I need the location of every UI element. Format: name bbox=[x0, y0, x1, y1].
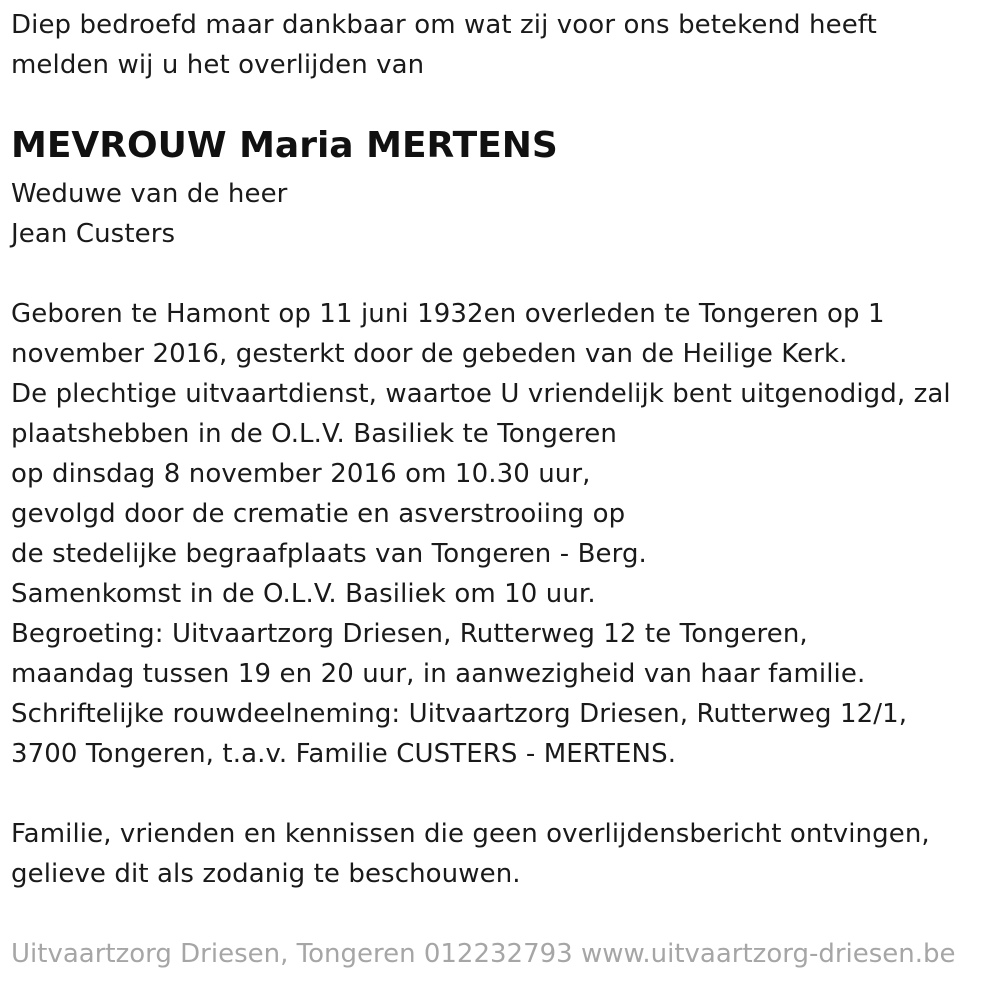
widow-of-block bbox=[11, 174, 287, 254]
closing-line: gelieve dit als zodanig te beschouwen. bbox=[11, 859, 521, 889]
details-line: maandag tussen 19 en 20 uur, in aanwezigheid van haar familie. bbox=[11, 659, 866, 689]
details-line: Geboren te Hamont op 11 juni 1932en overleden te Tongeren op 1 bbox=[11, 299, 885, 329]
details-line: op dinsdag 8 november 2016 om 10.30 uur, bbox=[11, 459, 591, 489]
widow-line: Weduwe van de heer bbox=[11, 179, 288, 209]
closing-line: Familie, vrienden en kennissen die geen overlijdensbericht ontvingen, bbox=[11, 819, 930, 849]
details-line: de stedelijke begraafplaats van Tongeren - Berg. bbox=[11, 539, 647, 569]
details-line: 3700 Tongeren, t.a.v. Familie CUSTERS - MERTENS. bbox=[11, 739, 677, 769]
closing-paragraph bbox=[11, 814, 930, 894]
details-line: De plechtige uitvaartdienst, waartoe U vriendelijk bent uitgenodigd, zal bbox=[11, 379, 951, 409]
deceased-name: MEVROUW Maria MERTENS bbox=[11, 125, 558, 166]
intro-line: melden wij u het overlijden van bbox=[11, 50, 425, 80]
details-line: november 2016, gesterkt door de gebeden van de Heilige Kerk. bbox=[11, 339, 848, 369]
intro-paragraph bbox=[11, 5, 877, 85]
details-line: Samenkomst in de O.L.V. Basiliek om 10 uur. bbox=[11, 579, 596, 609]
details-line: gevolgd door de crematie en asverstrooiing op bbox=[11, 499, 626, 529]
intro-line: Diep bedroefd maar dankbaar om wat zij voor ons betekend heeft bbox=[11, 10, 877, 40]
details-line: Schriftelijke rouwdeelneming: Uitvaartzorg Driesen, Rutterweg 12/1, bbox=[11, 699, 908, 729]
details-line: Begroeting: Uitvaartzorg Driesen, Rutterweg 12 te Tongeren, bbox=[11, 619, 808, 649]
widow-line: Jean Custers bbox=[11, 219, 176, 249]
details-paragraph bbox=[11, 294, 951, 774]
funeral-home-footer: Uitvaartzorg Driesen, Tongeren 012232793 www.uitvaartzorg-driesen.be bbox=[11, 939, 956, 969]
details-line: plaatshebben in de O.L.V. Basiliek te Tongeren bbox=[11, 419, 617, 449]
